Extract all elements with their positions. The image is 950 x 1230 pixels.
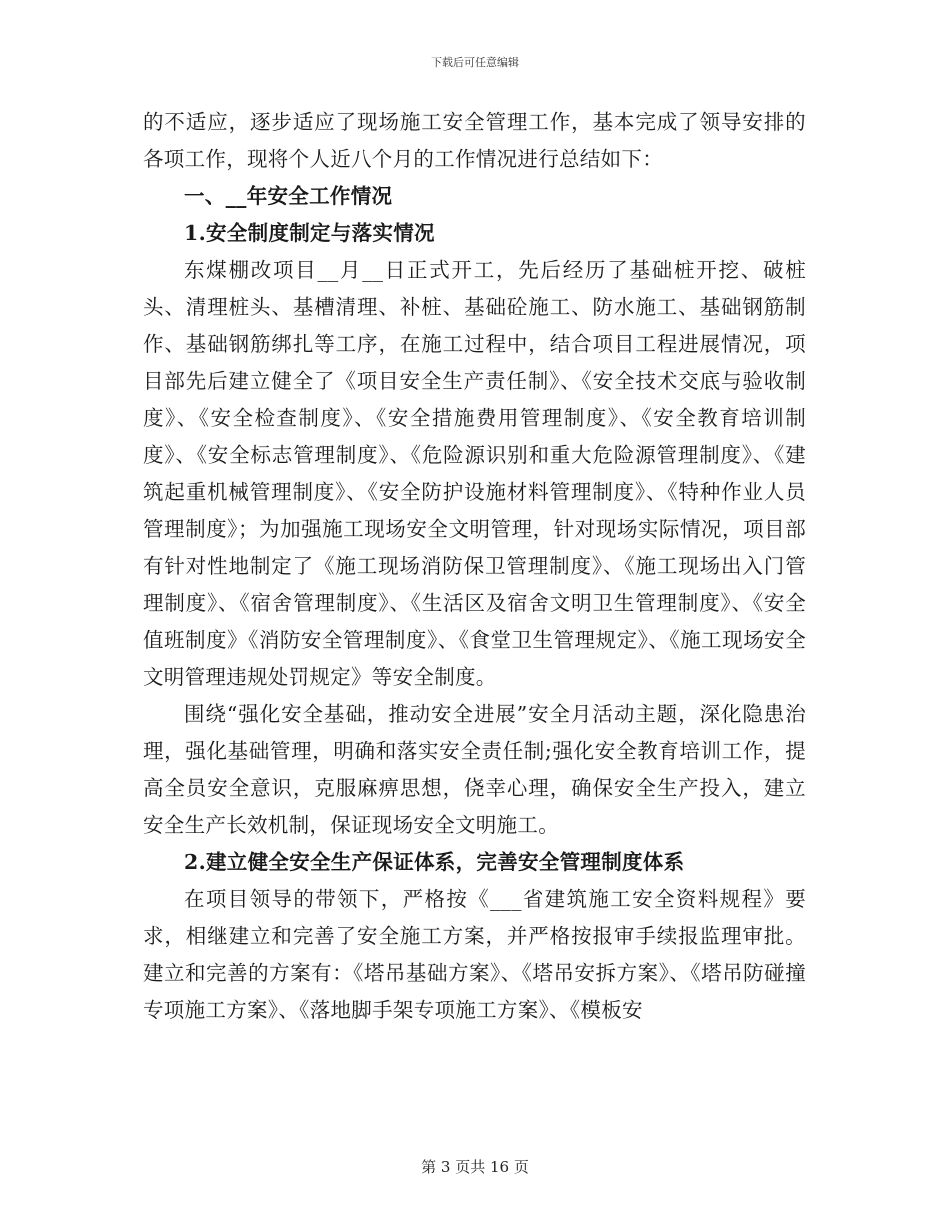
paragraph-intro: 的不适应，逐步适应了现场施工安全管理工作，基本完成了领导安排的各项工作，现将个人近八个月的工作情况进行总结如下： xyxy=(143,110,806,171)
section-heading: 一、__年安全工作情况 xyxy=(184,184,393,208)
subsection-heading-2: 2.建立健全安全生产保证体系，完善安全管理制度体系 xyxy=(184,850,685,874)
header-note: 下载后可任意编辑 xyxy=(431,56,519,69)
paragraph-regulations: 东煤棚改项目__月__日正式开工，先后经历了基础桩开挖、破桩头、清理桩头、基槽清理、补桩、基础砼施工、防水施工、基础钢筋制作、基础钢筋绑扎等工序，在施工过程中，结合项目工程进展情况，项目部先后建立健全了《项目安全生产责任制》、《安全技术交底与验收制度》、《安全检查制度》、《安全措施费用管理制度》、《安全教育培训制度》、《安全标志管理制度》、《危险源识别和重大危险源管理制度》、《建筑起重机械管理制度》、《安全防护设施材料管理制度》、《特种作业人员管理制度》；为加强施工现场安全文明管理，针对现场实际情况，项目部有针对性地制定了《施工现场消防保卫管理制度》、《施工现场出入门管理制度》、《宿舍管理制度》、《生活区及宿舍文明卫生管理制度》、《安全值班制度》《消防安全管理制度》、《食堂卫生管理规定》、《施工现场安全文明管理违规处罚规定》等安全制度。 xyxy=(143,258,806,689)
paragraph-safety-month: 围绕“强化安全基础，推动安全进展”安全月活动主题，深化隐患治理，强化基础管理，明确和落实安全责任制;强化安全教育培训工作，提高全员安全意识，克服麻痹思想，侥幸心理，确保安全生产投入，建立安全生产长效机制，保证现场安全文明施工。 xyxy=(143,702,806,837)
paragraph-construction-plans: 在项目领导的带领下，严格按《___省建筑施工安全资料规程》要求，相继建立和完善了安全施工方案，并严格按报审手续报监理审批。建立和完善的方案有：《塔吊基础方案》、《塔吊安拆方案》、《塔吊防碰撞专项施工方案》、《落地脚手架专项施工方案》、《模板安 xyxy=(143,887,806,1022)
subsection-heading-1: 1.安全制度制定与落实情况 xyxy=(184,221,435,245)
page-number: 第 3 页共 16 页 xyxy=(421,1158,529,1176)
document-body xyxy=(143,104,806,1029)
